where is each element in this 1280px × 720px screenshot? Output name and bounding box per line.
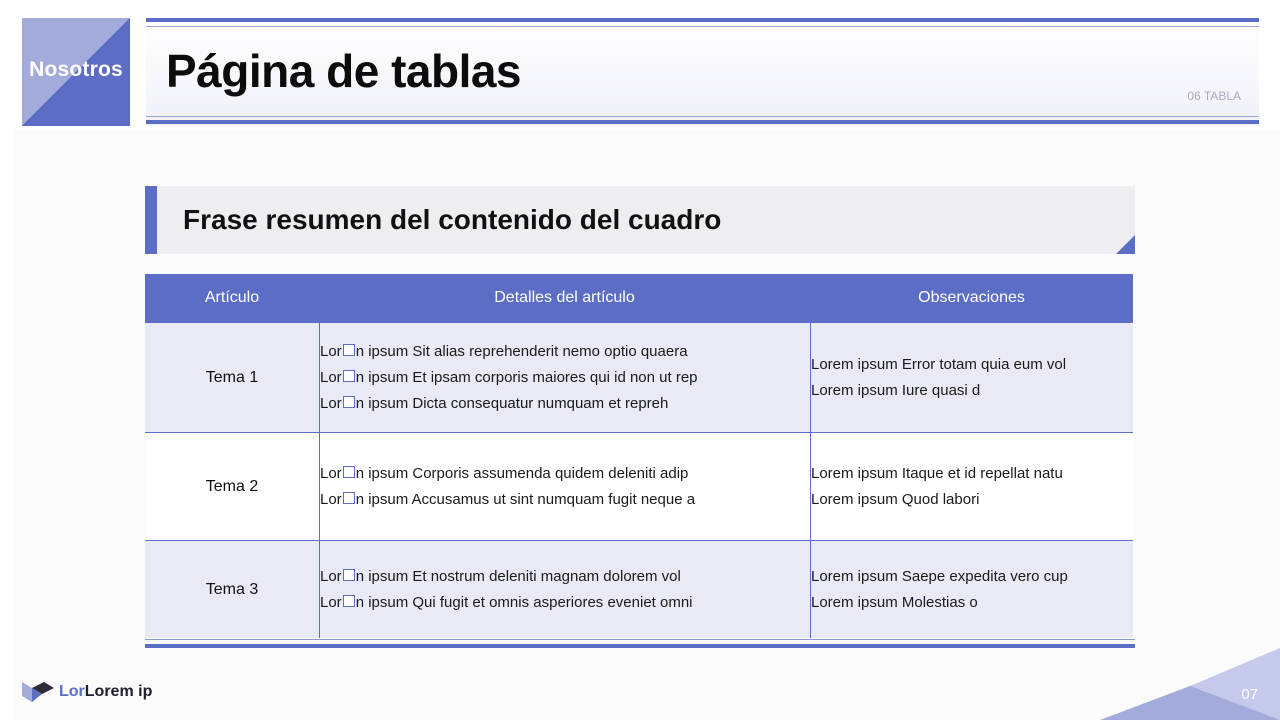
detail-line <box>320 590 810 616</box>
observation-line: Lorem ipsum Error totam quia eum vol <box>811 355 1067 373</box>
header-rule <box>146 26 1259 27</box>
observation-line: Lorem ipsum Molestias o <box>811 593 978 611</box>
details-cell <box>319 323 810 432</box>
checkbox-icon <box>343 492 355 504</box>
detail-line <box>320 564 810 590</box>
column-header-item: Artículo <box>204 289 260 306</box>
details-cell <box>319 541 810 638</box>
detail-text: n ipsum Accusamus ut sint numquam fugit neque a <box>355 490 696 508</box>
checkbox-icon <box>343 396 355 408</box>
observations-cell <box>810 323 1133 432</box>
column-header-details: Detalles del artículo <box>494 289 635 306</box>
page-title: Página de tablas <box>166 45 522 97</box>
observation-line: Lorem ipsum Quod labori <box>811 490 980 508</box>
detail-text: n ipsum Corporis assumenda quidem deleniti adip <box>355 464 689 482</box>
observations-cell <box>810 541 1133 638</box>
observation-line: Lorem ipsum Iure quasi d <box>811 381 981 399</box>
observations-cell <box>810 433 1133 540</box>
column-header-observations: Observaciones <box>918 289 1025 306</box>
details-cell <box>319 433 810 540</box>
topic-cell: Tema 2 <box>205 477 259 495</box>
page-number: 07 <box>1241 686 1258 703</box>
checkbox-icon <box>343 466 355 478</box>
checkbox-icon <box>343 370 355 382</box>
section-label: Nosotros <box>29 58 123 81</box>
section-badge <box>22 18 130 126</box>
corner-triangle-icon <box>1116 235 1135 254</box>
detail-prefix: Lor <box>320 490 342 508</box>
summary-text: Frase resumen del contenido del cuadro <box>183 204 722 235</box>
topic-cell: Tema 1 <box>205 368 259 386</box>
detail-prefix: Lor <box>320 342 342 360</box>
table-bottom-rule <box>145 644 1135 648</box>
data-table <box>145 274 1133 638</box>
detail-line <box>320 391 810 417</box>
checkbox-icon <box>343 595 355 607</box>
observation-line: Lorem ipsum Itaque et id repellat natu <box>811 464 1063 482</box>
summary-accent-bar <box>145 186 157 254</box>
checkbox-icon <box>343 344 355 356</box>
summary-banner <box>145 186 1135 254</box>
detail-line <box>320 339 810 365</box>
table-bottom-rule <box>145 639 1135 640</box>
corner-decoration <box>1090 648 1280 720</box>
detail-prefix: Lor <box>320 567 342 585</box>
page-header <box>146 18 1259 126</box>
table-row <box>145 540 1133 638</box>
brand-name <box>59 683 152 701</box>
checkbox-icon <box>343 569 355 581</box>
brand-name-rest: Lorem ip <box>84 683 153 700</box>
brand-name-accent: Lor <box>59 683 85 700</box>
header-rule <box>146 120 1259 124</box>
table-row <box>145 322 1133 432</box>
detail-prefix: Lor <box>320 464 342 482</box>
header-rule <box>146 18 1259 22</box>
detail-line <box>320 461 810 487</box>
header-rule <box>146 116 1259 117</box>
observation-line: Lorem ipsum Saepe expedita vero cup <box>811 567 1068 585</box>
detail-prefix: Lor <box>320 593 342 611</box>
detail-text: n ipsum Sit alias reprehenderit nemo optio quaera <box>355 342 688 360</box>
detail-text: n ipsum Et ipsam corporis maiores qui id non ut rep <box>355 368 698 386</box>
detail-line <box>320 365 810 391</box>
detail-prefix: Lor <box>320 368 342 386</box>
table-row <box>145 432 1133 540</box>
topic-cell: Tema 3 <box>205 580 259 598</box>
detail-text: n ipsum Dicta consequatur numquam et repreh <box>355 394 669 412</box>
detail-prefix: Lor <box>320 394 342 412</box>
detail-text: n ipsum Qui fugit et omnis asperiores eveniet omni <box>355 593 693 611</box>
detail-text: n ipsum Et nostrum deleniti magnam dolorem vol <box>355 567 681 585</box>
table-header <box>145 274 1133 322</box>
detail-line <box>320 487 810 513</box>
page-tag: 06 TABLA <box>1187 89 1241 103</box>
brand-logo-icon <box>22 680 56 704</box>
